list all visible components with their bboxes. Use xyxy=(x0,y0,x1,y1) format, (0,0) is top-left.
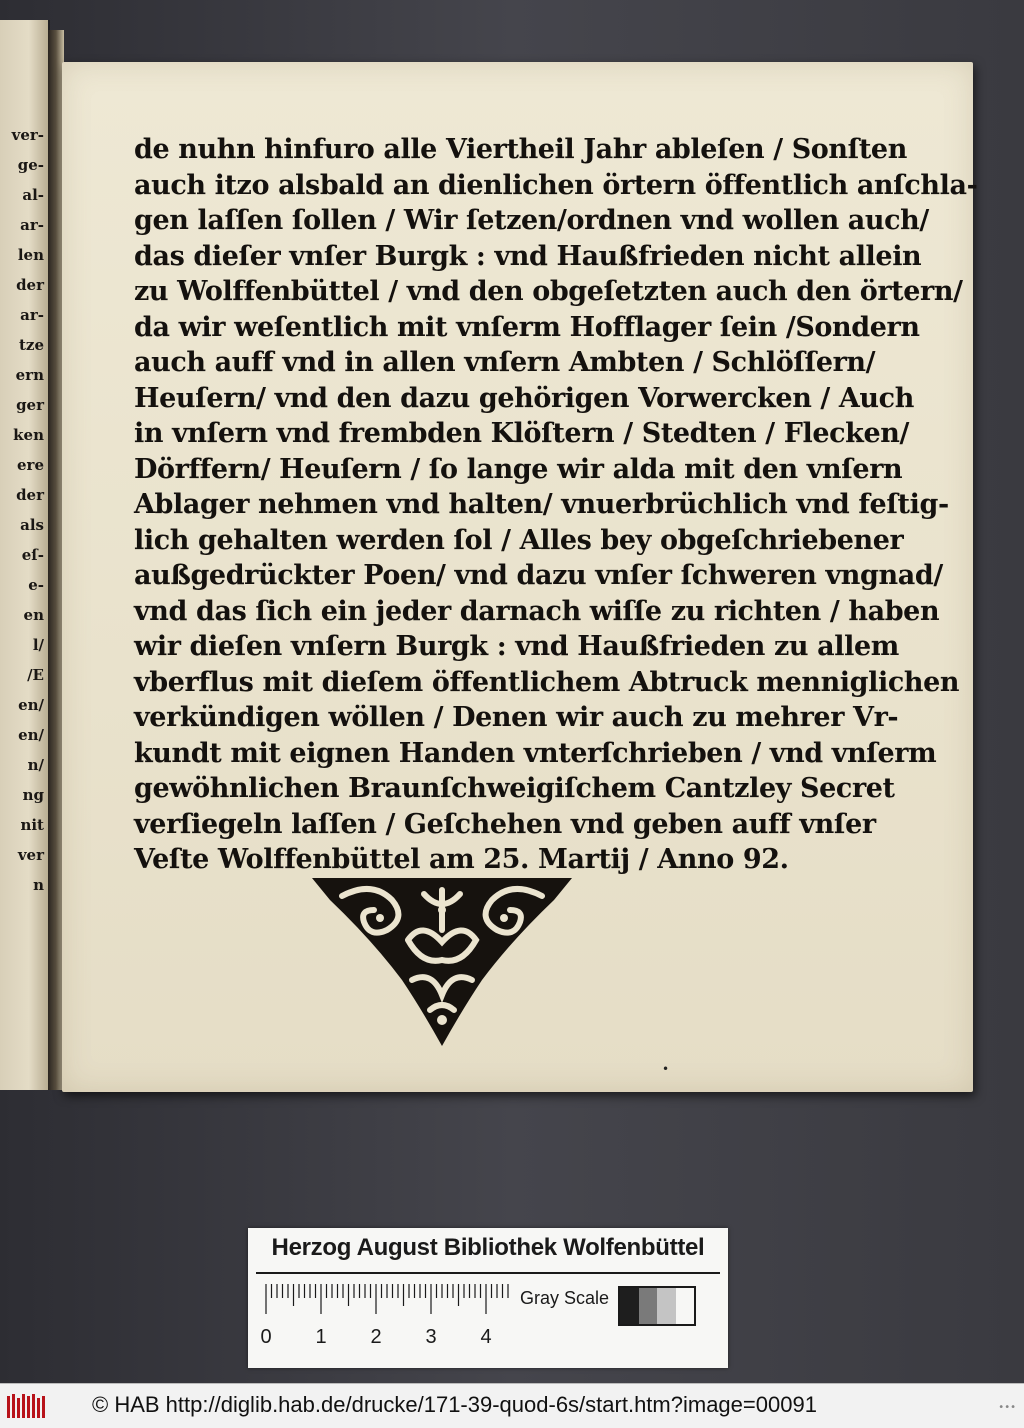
edge-fragment: n xyxy=(33,876,44,894)
text-line: gewöhnlichen Braunſchweigiſchem Cantzley Secret xyxy=(134,773,895,804)
text-line: lich gehalten werden ſol / Alles bey obgeſchriebener xyxy=(134,524,904,556)
text-line: Ablager nehmen vnd halten/ vnuerbrüchlich vnd feſtig- xyxy=(134,489,949,520)
previous-page-text xyxy=(8,120,44,900)
edge-fragment: l/ xyxy=(32,636,44,654)
card-divider xyxy=(256,1272,720,1274)
centimeter-ruler xyxy=(262,1282,512,1362)
text-line: auch itzo alsbald an dienlichen örtern öffentlich anſchla- xyxy=(134,169,978,201)
text-line: wir dieſen vnſern Burgk : vnd Haußfrieden zu allem xyxy=(134,631,899,662)
footer-link[interactable]: © HAB http://diglib.hab.de/drucke/171-39-quod-6s/start.htm?image=00091 xyxy=(92,1392,817,1417)
color-reference-card xyxy=(248,1228,728,1368)
edge-fragment: der xyxy=(16,486,44,504)
text-line: kundt mit eignen Handen vnterſchrieben / vnd vnſerm xyxy=(134,737,937,769)
edge-fragment: n/ xyxy=(27,756,44,774)
text-line: verkündigen wöllen / Denen wir auch zu mehrer Vr- xyxy=(134,702,899,733)
text-line: zu Wolffenbüttel / vnd den obgeſetzten auch den örtern/ xyxy=(134,276,963,307)
edge-fragment: en xyxy=(23,606,44,624)
ornament-vignette xyxy=(312,870,572,1050)
text-line: de nuhn hinfuro alle Viertheil Jahr ableſen / Sonſten xyxy=(134,134,907,165)
ruler-ticks xyxy=(262,1282,512,1322)
edge-fragment: len xyxy=(17,246,44,264)
page-mark: • xyxy=(662,1062,670,1076)
edge-fragment: der xyxy=(16,276,44,294)
edge-fragment: en/ xyxy=(18,726,44,744)
ruler-label: 4 xyxy=(480,1326,492,1348)
edge-fragment: als xyxy=(20,516,44,534)
gray-scale-label: Gray Scale xyxy=(520,1288,610,1308)
text-line: Heuſern/ vnd den dazu gehörigen Vorwercken / Auch xyxy=(134,382,914,414)
edge-fragment: ar- xyxy=(20,306,44,324)
gray-swatch xyxy=(657,1288,676,1324)
gray-swatch xyxy=(639,1288,658,1324)
edge-fragment: ver- xyxy=(11,126,44,144)
menu-dots-icon[interactable]: ••• xyxy=(998,1402,1016,1413)
edge-fragment: ken xyxy=(13,426,44,444)
document-page xyxy=(62,62,978,1092)
text-line: in vnſern vnd frembden Klöſtern / Stedten / Flecken/ xyxy=(134,418,909,449)
gray-swatch xyxy=(620,1288,639,1324)
ruler-label: 2 xyxy=(370,1326,382,1348)
edge-fragment: en/ xyxy=(18,696,44,714)
edge-fragment: e- xyxy=(28,576,44,594)
edge-fragment: ng xyxy=(22,786,44,804)
page-text xyxy=(134,132,978,878)
text-line: auch auff vnd in allen vnſern Ambten / Schlöſſern/ xyxy=(134,347,876,378)
edge-fragment: ver xyxy=(17,846,44,864)
text-line: verſiegeln laſſen / Geſchehen vnd geben auff vnſer xyxy=(134,808,876,840)
footer-copyright[interactable] xyxy=(92,1392,817,1418)
gray-scale-swatches xyxy=(618,1286,696,1326)
edge-fragment: tze xyxy=(19,336,44,354)
edge-fragment: al- xyxy=(22,186,44,204)
ruler-label: 0 xyxy=(260,1326,272,1348)
gray-swatch xyxy=(676,1288,695,1324)
edge-fragment: ge- xyxy=(17,156,44,174)
edge-fragment: nit xyxy=(20,816,44,834)
text-line: Veſte Wolffenbüttel am 25. Martij / Anno 92. xyxy=(134,844,789,875)
text-line: Dörffern/ Heuſern / ſo lange wir alda mit den vnſern xyxy=(134,453,903,485)
text-line: gen laſſen ſollen / Wir ſetzen/ordnen vnd wollen auch/ xyxy=(134,205,929,236)
edge-fragment: /E xyxy=(27,666,44,684)
ruler-label: 1 xyxy=(315,1326,327,1348)
text-line: da wir weſentlich mit vnſerm Hofflager ſein /Sondern xyxy=(134,311,920,343)
hab-logo-icon xyxy=(6,1392,46,1420)
text-line: vberflus mit dieſem öffentlichem Abtruck menniglichen xyxy=(134,666,960,698)
text-line: vnd das ſich ein jeder darnach wiſſe zu richten / haben xyxy=(134,595,940,627)
edge-fragment: ern xyxy=(15,366,44,384)
edge-fragment: ar- xyxy=(20,216,44,234)
edge-fragment: eſ- xyxy=(21,546,44,564)
ruler-label: 3 xyxy=(425,1326,437,1348)
previous-page-edge xyxy=(0,20,50,1090)
edge-fragment: ere xyxy=(17,456,44,474)
edge-fragment: ger xyxy=(16,396,44,414)
text-line: außgedrückter Poen/ vnd dazu vnſer ſchweren vngnad/ xyxy=(134,560,943,591)
footer-bar xyxy=(0,1383,1024,1428)
text-line: das dieſer vnſer Burgk : vnd Haußfrieden nicht allein xyxy=(134,240,922,272)
library-name: Herzog August Bibliothek Wolfenbüttel xyxy=(271,1234,705,1261)
